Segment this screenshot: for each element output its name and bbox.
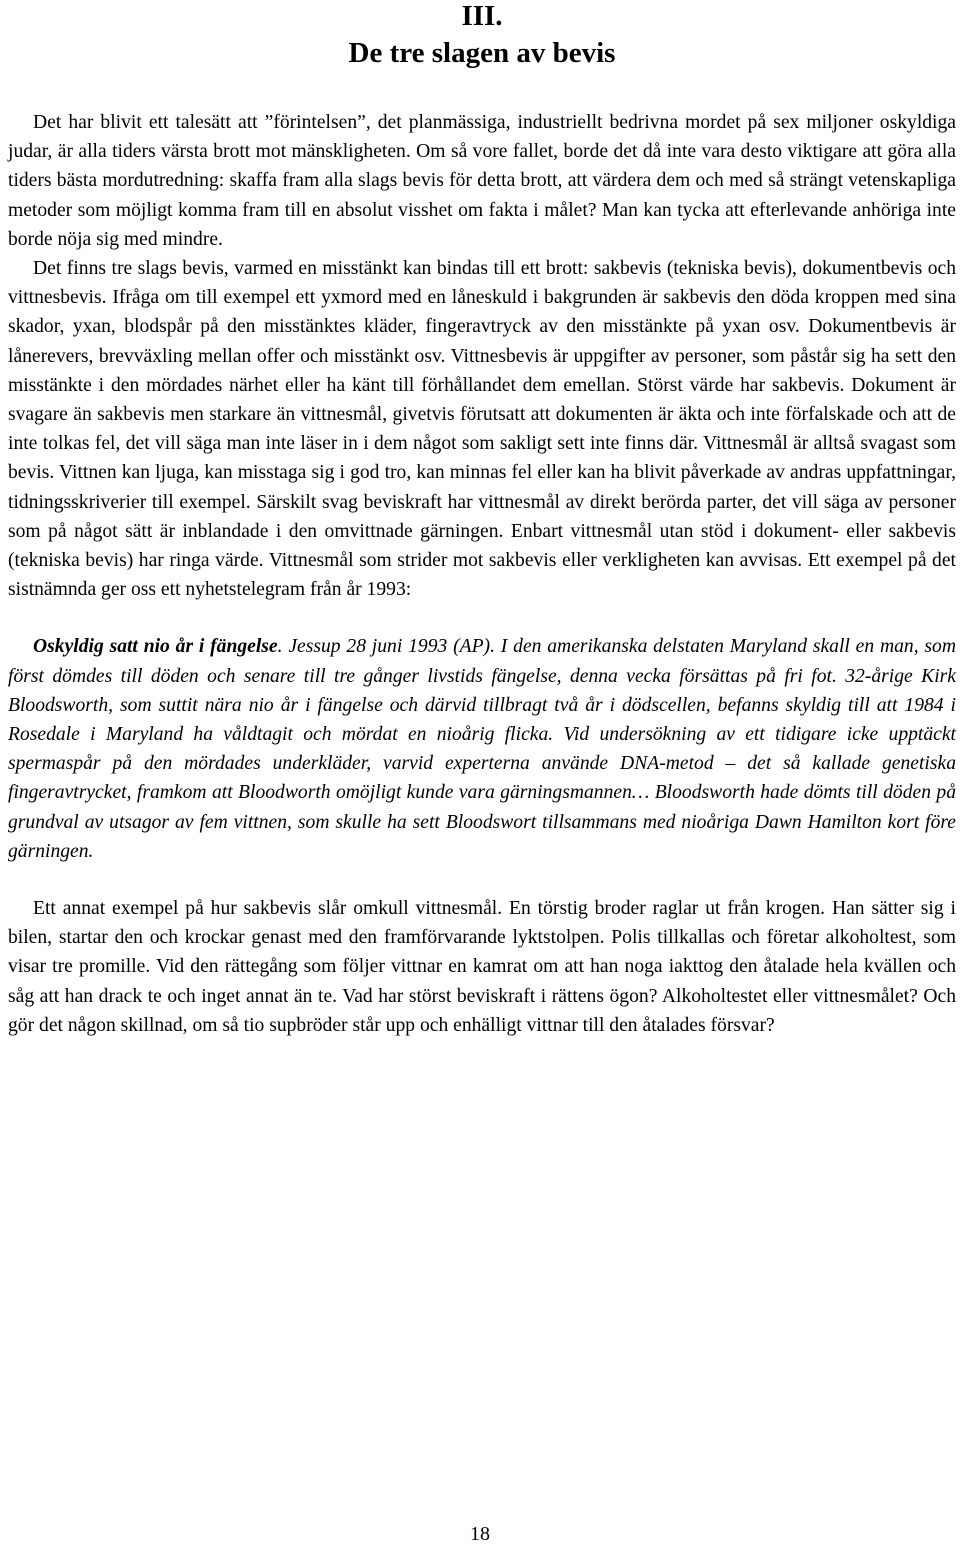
closing-paragraph: Ett annat exempel på hur sakbevis slår omkull vittnesmål. En törstig broder raglar ut från krogen. Han sätter sig i bilen, startar den och krockar genast med den framförvarande lyktstolpen. Polis tillkallas och företar alkoholtest, som visar tre promille. Vid den rättegång som följer vittnar en kamrat om att han noga iakttog den åtalade hela kvällen och såg att han drack te och inget annat än te. Vad har störst beviskraft i rättens ögon? Alkoholtestet eller vittnesmålet? Och gör det någon skillnad, om så tio supbröder står upp och enhälligt vittnar till den åtalades försvar?	[8, 898, 956, 1036]
chapter-number: III.	[461, 0, 503, 32]
news-quote	[8, 632, 956, 866]
intro-paragraph: Det har blivit ett talesätt att ”förintelsen”, det planmässiga, industriellt bedrivna mordet på sex miljoner oskyldiga judar, är alla tiders värsta brott mot mänskligheten. Om så vore fallet, borde det då inte vara desto viktigare att göra alla tiders bästa mordutredning: skaffa fram alla slags bevis för detta brott, att värdera dem och med så strängt vetenskapliga metoder som möjligt komma fram till en absolut visshet om fakta i målet? Man kan tycka att efterlevande anhöriga inte borde nöja sig med mindre.	[8, 112, 956, 250]
chapter-title: De tre slagen av bevis	[348, 37, 616, 69]
document-page	[8, 0, 956, 1040]
page-number: 18	[470, 1523, 490, 1545]
news-quote-body: . Jessup 28 juni 1993 (AP). I den amerikanska delstaten Maryland skall en man, som först dömdes till döden och senare till tre gånger livstids fängelse, denna vecka försättas på fri fot. 32-årige Kirk Bloodsworth, som suttit nära nio år i fängelse och därvid tillbragt två år i dödscellen, befanns skyldig till att 1984 i Rosedale i Maryland ha våldtagit och mördat en nioårig flicka. Vid undersökning av ett tidigare icke upptäckt spermaspår på den mördades underkläder, varvid experterna använde DNA-metod – det så kallade genetiska fingeravtrycket, framkom att Bloodworth omöjligt kunde vara gärningsmannen… Bloodsworth hade dömts till döden på grundval av utsagor av fem vittnen, som skulle ha sett Bloodswort tillsammans med nioåriga Dawn Hamilton kort före gärningen.	[8, 636, 956, 862]
evidence-types-paragraph: Det finns tre slags bevis, varmed en misstänkt kan bindas till ett brott: sakbevis (tekniska bevis), dokumentbevis och vittnesbevis. Ifråga om till exempel ett yxmord med en låneskuld i bakgrunden är sakbevis den döda kroppen med sina skador, yxan, blodspår på den misstänktes kläder, fingeravtryck av den misstänkte på yxan osv. Dokumentbevis är lånerevers, brevväxling mellan offer och misstänkt osv. Vittnesbevis är uppgifter av personer, som påstår sig ha sett den misstänkte i den mördades närhet eller ha känt till förhållandet dem emellan. Störst värde har sakbevis. Dokument är svagare än sakbevis men starkare än vittnesmål, givetvis förutsatt att dokumenten är äkta och inte förfalskade och att de inte tolkas fel, det vill säga man inte läser in i dem något som sakligt sett inte finns där. Vittnesmål är alltså svagast som bevis. Vittnen kan ljuga, kan misstaga sig i god tro, kan minnas fel eller kan ha blivit påverkade av andras uppfattningar, tidningsskriverier till exempel. Särskilt svag beviskraft har vittnesmål av direkt berörda parter, det vill säga av personer som på något sätt är inblandade i den omvittnade gärningen. Enbart vittnesmål utan stöd i dokument- eller sakbevis (tekniska bevis) har ringa värde. Vittnesmål som strider mot sakbevis eller verkligheten kan avvisas. Ett exempel på det sistnämnda ger oss ett nyhetstelegram från år 1993:	[8, 258, 956, 601]
news-quote-headline: Oskyldig satt nio år i fängelse	[33, 636, 278, 658]
